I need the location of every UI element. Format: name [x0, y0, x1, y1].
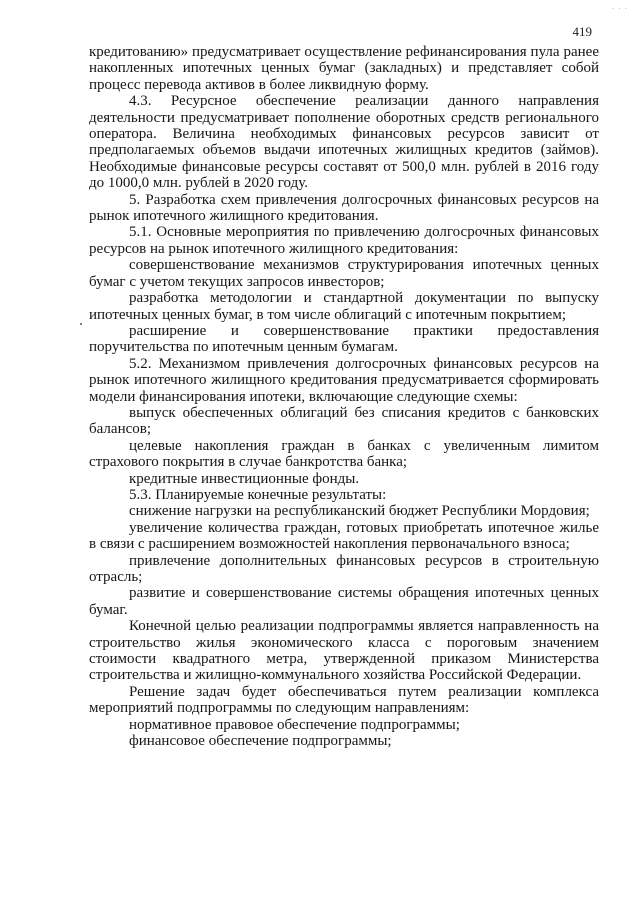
paragraph-goal: Конечной целью реализации подпрограммы является направленность на строительство жилья экономического класса с пороговым значением стоимости квадратного метра, утвержденной приказом Министерства строительства и жилищно-коммунального хозяйства Российской Федерации.	[89, 618, 599, 684]
paragraph-5-2: 5.2. Механизмом привлечения долгосрочных финансовых ресурсов на рынок ипотечного жилищного кредитования предусматривается сформировать модели финансирования ипотеки, включающие следующие схемы:	[89, 355, 599, 405]
list-item: совершенствование механизмов структурирования ипотечных ценных бумаг с учетом текущих запросов инвесторов;	[89, 257, 599, 290]
list-item: разработка методологии и стандартной документации по выпуску ипотечных ценных бумаг, в том числе облигаций с ипотечным покрытием;	[89, 290, 599, 323]
paragraph-continuation: кредитованию» предусматривает осуществление рефинансирования пула ранее накопленных ипотечных ценных бумаг (закладных) и представляет собой процесс перевода активов в более ликвидную форму.	[89, 44, 599, 93]
list-item: кредитные инвестиционные фонды.	[129, 470, 360, 487]
document-body	[89, 44, 599, 749]
page-number: 419	[572, 24, 592, 39]
scan-speck	[80, 323, 82, 325]
list-item: финансовое обеспечение подпрограммы;	[129, 733, 392, 750]
list-item: снижение нагрузки на республиканский бюджет Республики Мордовия;	[129, 503, 590, 520]
section-5-heading: 5. Разработка схем привлечения долгосрочных финансовых ресурсов на рынок ипотечного жилищного кредитования.	[89, 191, 599, 225]
list-item: увеличение количества граждан, готовых приобретать ипотечное жилье в связи с расширением возможностей накопления первоначального взноса;	[89, 519, 599, 553]
list-item: развитие и совершенствование системы обращения ипотечных ценных бумаг.	[89, 585, 599, 618]
list-item: выпуск обеспеченных облигаций без списания кредитов с банковских балансов;	[89, 404, 599, 438]
paragraph-5-3: 5.3. Планируемые конечные результаты:	[129, 486, 387, 503]
paragraph-5-1: 5.1. Основные мероприятия по привлечению долгосрочных финансовых ресурсов на рынок ипотечного жилищного кредитования:	[89, 224, 599, 257]
scan-corner-mark: · · ·	[611, 5, 628, 13]
list-item: целевые накопления граждан в банках с увеличенным лимитом страхового покрытия в случае банкротства банка;	[89, 437, 599, 471]
list-item: расширение и совершенствование практики предоставления поручительства по ипотечным ценным бумагам.	[89, 322, 599, 356]
list-item: нормативное правовое обеспечение подпрограммы;	[129, 716, 460, 733]
list-item: привлечение дополнительных финансовых ресурсов в строительную отрасль;	[89, 552, 599, 585]
paragraph-directions: Решение задач будет обеспечиваться путем реализации комплекса мероприятий подпрограммы по следующим направлениям:	[89, 683, 599, 717]
paragraph-4-3: 4.3. Ресурсное обеспечение реализации данного направления деятельности предусматривает пополнение оборотных средств регионального оператора. Величина необходимых финансовых ресурсов зависит от предполагаемых объемов выдачи ипотечных жилищных кредитов (займов). Необходимые финансовые ресурсы составят от 500,0 млн. рублей в 2016 году до 1000,0 млн. рублей в 2020 году.	[89, 93, 599, 192]
